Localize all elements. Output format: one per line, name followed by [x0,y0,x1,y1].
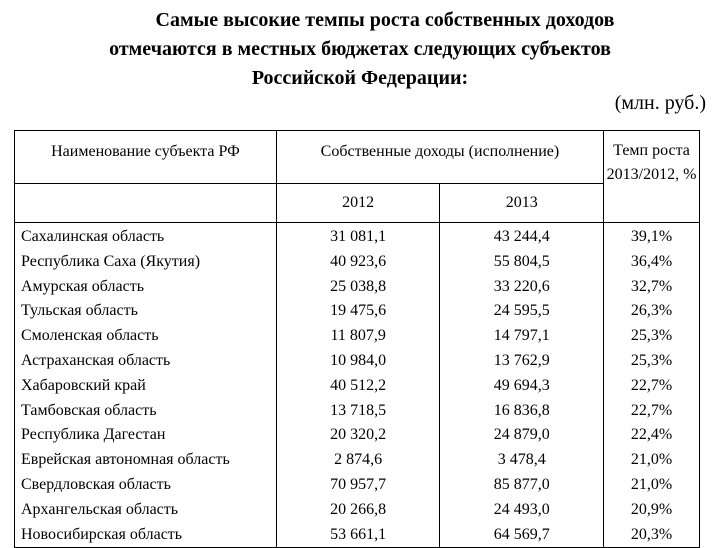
value-2013: 24 493,0 [493,500,550,518]
growth-rate: 36,4% [630,252,673,270]
growth-rate: 32,7% [630,277,673,295]
header-year-2012: 2012 [276,184,440,223]
value-2012: 53 661,1 [330,525,387,543]
value-2013: 55 804,5 [493,252,550,270]
value-2012: 40 923,6 [330,252,387,270]
region-name: Тульская область [21,302,138,320]
region-name: Еврейская автономная область [21,451,230,469]
value-2013: 64 569,7 [493,525,550,543]
growth-rate: 26,3% [630,302,673,320]
growth-rate: 21,0% [630,475,673,493]
region-name: Тамбовская область [21,401,157,419]
region-name: Свердловская область [21,475,171,493]
table-header [15,131,700,223]
values-2012 [276,223,440,548]
value-2012: 31 081,1 [330,228,387,245]
value-2012: 40 512,2 [330,376,387,394]
title-line-2: отмечаются в местных бюджетах следующих субъектов [109,38,611,60]
header-year-2013: 2013 [440,184,604,223]
region-name: Новосибирская область [21,525,183,543]
value-2012: 20 320,2 [330,426,387,444]
region-name: Республика Саха (Якутия) [21,252,201,270]
growth-rate: 22,7% [630,376,673,394]
region-names [15,223,277,548]
value-2013: 43 244,4 [493,228,550,245]
value-2013: 3 478,4 [497,451,546,469]
value-2013: 14 797,1 [493,327,550,345]
growth-rate: 22,7% [630,401,673,419]
unit-label: (млн. руб.) [614,92,706,114]
value-2012: 25 038,8 [330,277,387,295]
region-name: Амурская область [21,277,144,295]
value-2013: 16 836,8 [493,401,550,419]
value-2013: 13 762,9 [493,351,550,369]
header-name: Наименование субъекта РФ [15,131,277,184]
growth-rate: 20,9% [630,500,673,518]
title-line-1: Самые высокие темпы роста собственных доходов [155,9,615,31]
value-2012: 11 807,9 [330,327,386,345]
value-2012: 13 718,5 [330,401,387,419]
title-line-3: Российской Федерации: [251,67,469,89]
growth-rates [604,223,700,548]
region-name: Республика Дагестан [21,426,166,444]
values-2013 [440,223,604,548]
header-income: Собственные доходы (исполнение) [276,131,603,184]
value-2013: 33 220,6 [493,277,550,295]
value-2013: 85 877,0 [493,475,550,493]
region-name: Архангельская область [21,500,179,518]
value-2012: 2 874,6 [334,451,383,469]
growth-rate: 39,1% [630,228,673,245]
region-name: Хабаровский край [21,376,146,394]
value-2013: 24 595,5 [493,302,550,320]
regions-table [14,130,700,548]
region-name: Сахалинская область [21,228,165,245]
growth-rate: 22,4% [630,426,673,444]
header-rate: Темп роста 2013/2012, % [604,131,700,223]
value-2012: 19 475,6 [330,302,387,320]
growth-rate: 20,3% [630,525,673,543]
value-2012: 10 984,0 [330,351,387,369]
value-2012: 70 957,7 [330,475,387,493]
table-body [15,223,700,548]
growth-rate: 25,3% [630,327,673,345]
growth-rate: 21,0% [630,451,673,469]
header-name-spacer [15,184,277,223]
region-name: Смоленская область [21,327,159,345]
table-row [15,223,700,548]
value-2013: 49 694,3 [493,376,550,394]
page-title [40,6,680,93]
region-name: Астраханская область [21,351,171,369]
growth-rate: 25,3% [630,351,673,369]
value-2013: 24 879,0 [493,426,550,444]
value-2012: 20 266,8 [330,500,387,518]
